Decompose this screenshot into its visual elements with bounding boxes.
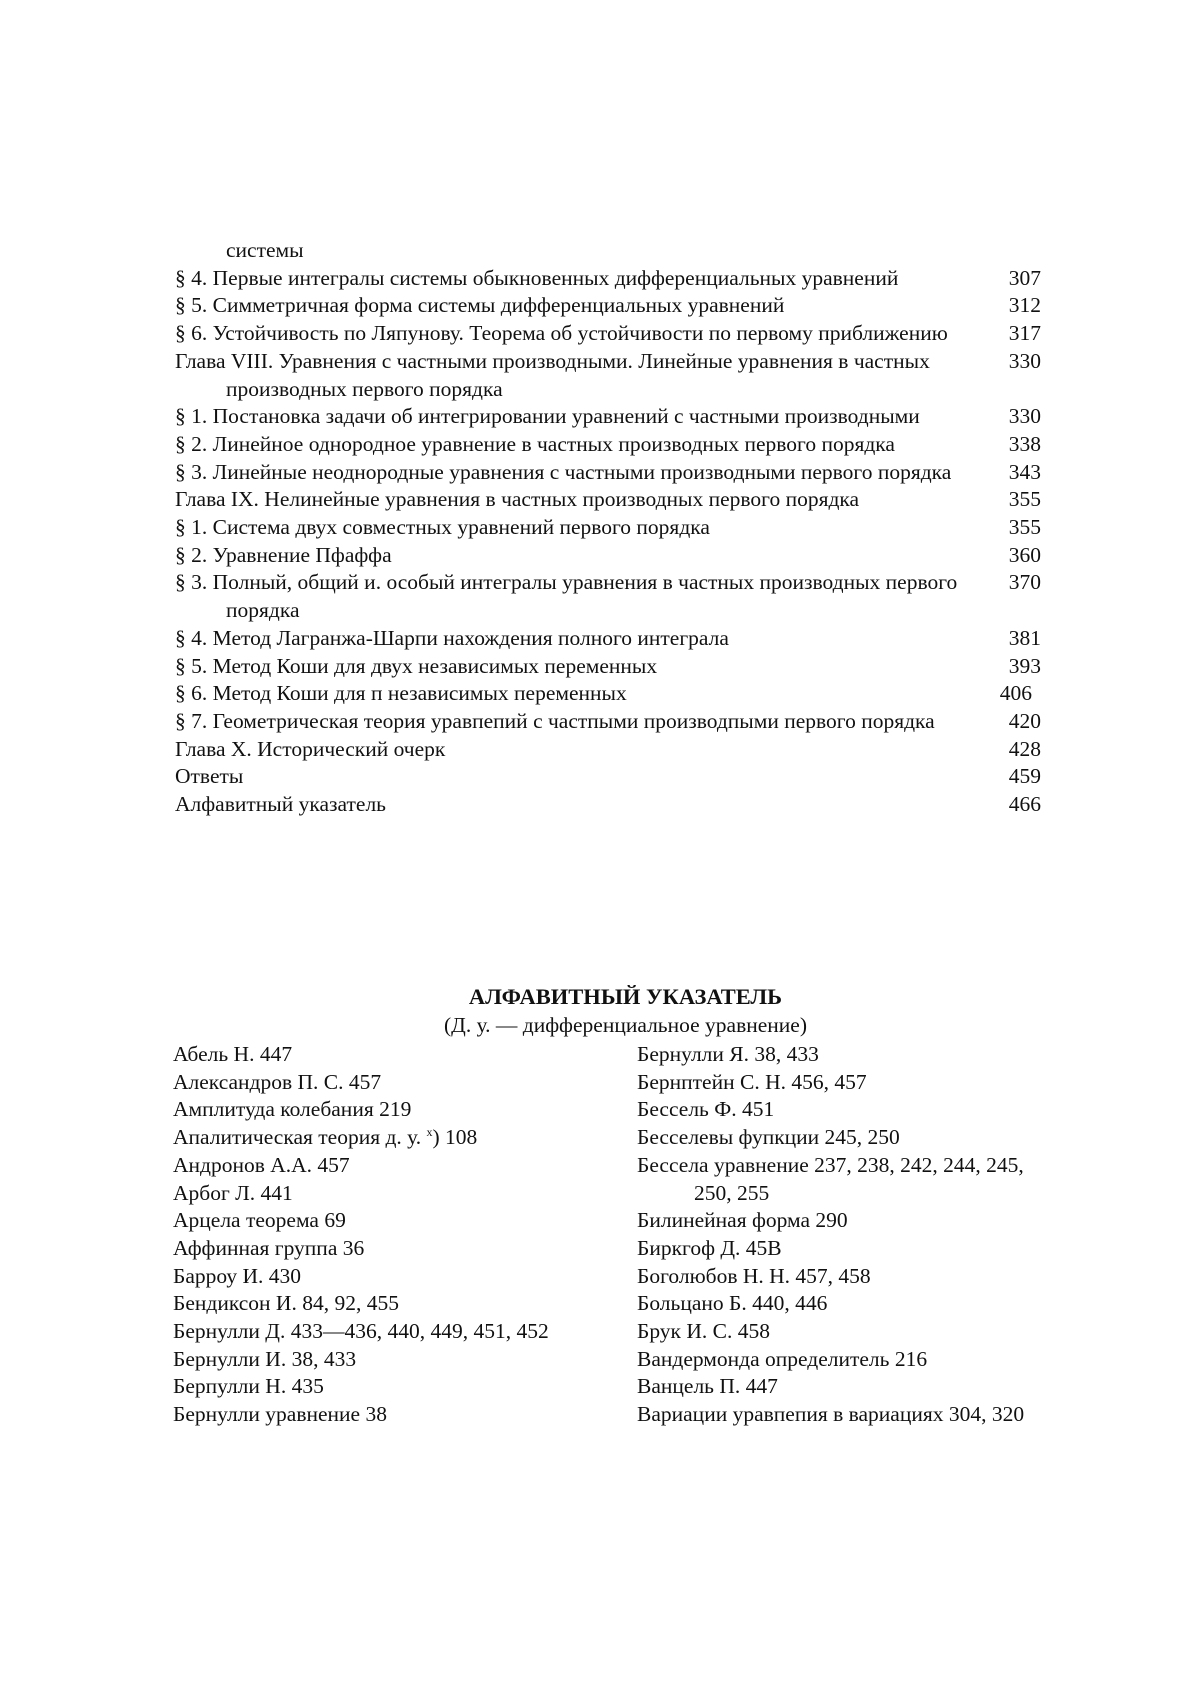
index-entry-text (173, 1346, 633, 1374)
toc-entry (175, 680, 1041, 708)
index-entry-term: Александров П. С. 457 (173, 1069, 382, 1094)
index-entry-term: Арбог Л. 441 (173, 1180, 293, 1205)
index-entry (173, 1235, 633, 1263)
index-entry-text (637, 1096, 1057, 1124)
toc-entry-page: 360 (1008, 542, 1041, 567)
index-entry (173, 1373, 633, 1401)
toc-entry (175, 265, 1041, 293)
toc-entry-title: § 7. Геометрическая теория уравпепий с частпыми производпыми первого порядка (175, 708, 935, 733)
toc-entry-page: 381 (1008, 625, 1041, 650)
index-entry-text (637, 1069, 1057, 1097)
table-of-contents (175, 237, 1041, 819)
index-entry (173, 1263, 633, 1291)
toc-entry (175, 292, 1041, 320)
toc-entry-title: § 6. Устойчивость по Ляпунову. Теорема об устойчивости по первому приближению (175, 321, 948, 346)
index-header (175, 983, 1041, 1039)
toc-entry-page: 317 (1008, 321, 1041, 346)
toc-entry (175, 791, 1041, 819)
index-entry-text (173, 1152, 633, 1180)
index-entry-term: Арцела теорема 69 (173, 1208, 346, 1233)
index-entry-text (173, 1373, 633, 1401)
index-entry-term: Биркгоф Д. 45В (637, 1235, 782, 1260)
index-entry (173, 1318, 633, 1346)
index-entry (637, 1401, 1057, 1429)
index-entry-text (173, 1318, 633, 1346)
index-column-left (173, 1041, 633, 1429)
toc-entry-title: Ответы (175, 764, 244, 789)
index-entry (637, 1096, 1057, 1124)
index-entry-term: Бернулли Д. 433—436, 440, 449, 451, 452 (173, 1319, 549, 1344)
toc-entry (175, 708, 1041, 736)
index-entry-term: Боголюбов Н. Н. 457, 458 (637, 1263, 871, 1288)
index-entry (173, 1346, 633, 1374)
index-entry-text (173, 1096, 633, 1124)
toc-entry-title: Алфавитный указатель (175, 792, 386, 817)
index-entry-text (637, 1235, 1057, 1263)
toc-entry-title: § 3. Линейные неоднородные уравнения с частными производными первого порядка (175, 459, 952, 484)
index-entry-pages: ) 108 (432, 1125, 478, 1150)
index-entry-text (173, 1207, 633, 1235)
index-entry (173, 1180, 633, 1208)
toc-entry-page: 370 (1008, 570, 1041, 595)
index-entry-term: Бесселевы фупкции 245, 250 (637, 1125, 900, 1150)
index-entry (173, 1069, 633, 1097)
index-entry (173, 1401, 633, 1429)
index-entry-term: Амплитуда колебания 219 (173, 1097, 412, 1122)
index-entry-text (173, 1069, 633, 1097)
index-entry-text (173, 1180, 633, 1208)
index-entry-term: Барроу И. 430 (173, 1263, 301, 1288)
toc-entry (175, 486, 1041, 514)
toc-entry-title: § 5. Метод Коши для двух независимых переменных (175, 653, 658, 678)
index-entry (173, 1041, 633, 1069)
index-entry-term: Берпулли Н. 435 (173, 1374, 324, 1399)
toc-entry (175, 542, 1041, 570)
toc-entry-page: 459 (1008, 764, 1041, 789)
toc-entry-page: 393 (1008, 653, 1041, 678)
index-subtitle: (Д. у. — дифференциальное уравнение) (444, 1013, 807, 1037)
toc-entry (175, 514, 1041, 542)
toc-entry (175, 403, 1041, 431)
toc-entry-page: 330 (1008, 404, 1041, 429)
index-entry-text (637, 1373, 1057, 1401)
index-entry (637, 1235, 1057, 1263)
index-entry (637, 1207, 1057, 1235)
toc-entry-title: системы (226, 238, 304, 262)
index-entry (173, 1290, 633, 1318)
index-entry-text (637, 1207, 1057, 1235)
toc-entry-page: 355 (1008, 515, 1041, 540)
toc-entry (175, 237, 1041, 265)
toc-entry (175, 736, 1041, 764)
index-entry-text (173, 1124, 633, 1152)
toc-entry-title: Глава IX. Нелинейные уравнения в частных производных первого порядка (175, 487, 860, 512)
toc-entry (175, 569, 1041, 624)
toc-entry-title: § 4. Первые интегралы системы обыкновенных дифференциальных уравнений (175, 265, 899, 290)
index-entry (173, 1152, 633, 1180)
index-entry (637, 1290, 1057, 1318)
toc-entry (175, 763, 1041, 791)
index-entry-term: Вандермонда определитель 216 (637, 1346, 928, 1371)
toc-entry-title: § 4. Метод Лагранжа-Шарпи нахождения полного интеграла (175, 625, 729, 650)
index-entry (637, 1152, 1057, 1207)
index-entry (637, 1124, 1057, 1152)
index-entry-term: Апалитическая теория д. у. (173, 1125, 422, 1150)
index-column-right (637, 1041, 1057, 1429)
index-entry-term: Ванцель П. 447 (637, 1374, 778, 1399)
toc-entry (175, 625, 1041, 653)
footnote-marker: x (426, 1125, 433, 1140)
toc-entry-title: § 2. Уравнение Пфаффа (175, 542, 392, 567)
index-entry-text (637, 1318, 1057, 1346)
toc-entry (175, 431, 1041, 459)
toc-entry (175, 320, 1041, 348)
toc-entry-page: 330 (1008, 348, 1041, 373)
toc-entry-page: 466 (1008, 792, 1041, 817)
index-entry-term: Абель Н. 447 (173, 1042, 293, 1066)
toc-entry-title: § 6. Метод Коши для п независимых переменных (175, 681, 627, 706)
index-entry (173, 1096, 633, 1124)
index-title: АЛФАВИТНЫЙ УКАЗАТЕЛЬ (468, 984, 783, 1009)
toc-entry-page: 420 (1008, 708, 1041, 733)
index-entry (637, 1373, 1057, 1401)
index-entry-term: Бернулли И. 38, 433 (173, 1346, 357, 1371)
toc-entry-title: Глава X. Исторический очерк (175, 736, 446, 761)
index-entry-term: Бессель Ф. 451 (637, 1097, 775, 1122)
toc-entry-title: § 1. Система двух совместных уравнений первого порядка (175, 515, 710, 540)
index-entry-term: Вариации уравпепия в вариациях 304, 320 (637, 1402, 1025, 1427)
toc-entry-title: § 2. Линейное однородное уравнение в частных производных первого порядка (175, 431, 895, 456)
toc-entry-page: 312 (1008, 293, 1041, 318)
index-entry-text (173, 1290, 633, 1318)
index-entry-text (637, 1152, 1057, 1207)
toc-entry-page: 338 (1008, 431, 1041, 456)
index-entry-text (173, 1235, 633, 1263)
index-entry (637, 1346, 1057, 1374)
index-entry-text (637, 1401, 1057, 1429)
index-entry (637, 1069, 1057, 1097)
index-entry-term: Бендиксон И. 84, 92, 455 (173, 1291, 399, 1316)
index-entry-text (173, 1041, 633, 1069)
index-entry-term: Бернулли уравнение 38 (173, 1402, 387, 1427)
index-entry-text (637, 1041, 1057, 1069)
toc-entry-title: § 3. Полный, общий и. особый интегралы уравнения в частных производных первого порядка (175, 570, 958, 623)
index-entry-term: Билинейная форма 290 (637, 1208, 848, 1233)
toc-entry-title: § 5. Симметричная форма системы дифференциальных уравнений (175, 293, 785, 318)
index-entry (173, 1124, 633, 1152)
index-entry-term: Андронов А.А. 457 (173, 1152, 350, 1177)
index-entry (637, 1263, 1057, 1291)
index-entry-term: Аффинная группа 36 (173, 1235, 365, 1260)
index-entry-term: Больцано Б. 440, 446 (637, 1291, 828, 1316)
toc-entry-page: 428 (1008, 736, 1041, 761)
toc-entry-title: § 1. Постановка задачи об интегрировании уравнений с частными производными (175, 404, 920, 429)
index-entry-text (637, 1346, 1057, 1374)
index-entry-term: Бессела уравнение 237, 238, 242, 244, 245, 250, 255 (637, 1152, 1024, 1205)
index-entry-text (637, 1263, 1057, 1291)
index-entry-text (637, 1124, 1057, 1152)
index-entry (637, 1041, 1057, 1069)
toc-entry (175, 653, 1041, 681)
toc-entry-page: 355 (1008, 487, 1041, 512)
index-entry-term: Брук И. С. 458 (637, 1319, 770, 1344)
toc-entry-page: 343 (1008, 459, 1041, 484)
index-entry-text (173, 1263, 633, 1291)
toc-entry-page: 307 (1008, 265, 1041, 290)
toc-entry-page: 406 (999, 681, 1032, 706)
index-entry-term: Бернулли Я. 38, 433 (637, 1042, 819, 1066)
index-entry (173, 1207, 633, 1235)
index-entry (637, 1318, 1057, 1346)
toc-entry (175, 348, 1041, 403)
toc-entry-title: Глава VIII. Уравнения с частными производными. Линейные уравнения в частных производных первого порядка (175, 348, 930, 401)
index-entry-text (173, 1401, 633, 1429)
toc-entry (175, 459, 1041, 487)
index-entry-text (637, 1290, 1057, 1318)
index-entry-term: Бернптейн С. Н. 456, 457 (637, 1069, 867, 1094)
